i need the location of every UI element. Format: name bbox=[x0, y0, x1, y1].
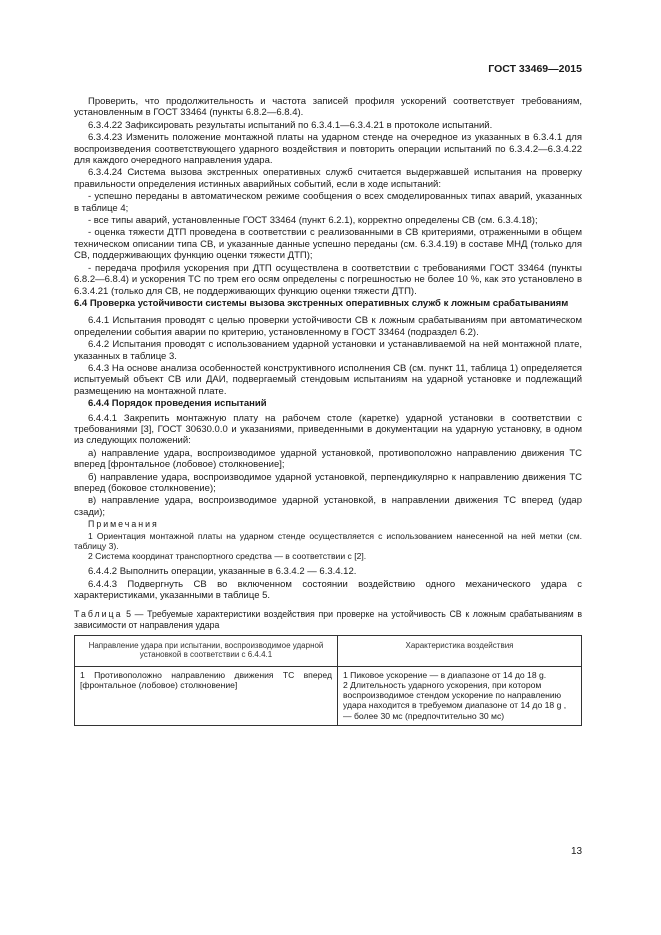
paragraph: Проверить, что продолжительность и частота записей профиля ускорений соответствует требованиям, установленным в ГОСТ 33464 (пункты 6.8.2—6.8.4). bbox=[74, 96, 582, 119]
paragraph: 6.4.3 На основе анализа особенностей конструктивного исполнения СВ (см. пункт 11, таблица 1) определяется испытуемый объект СВ или ДАИ, подвергаемый стендовым испытаниям на ударной установке и подлежащий размещению на монтажной плате. bbox=[74, 362, 582, 397]
table-caption bbox=[74, 609, 582, 630]
table-row bbox=[75, 666, 582, 725]
list-item: - оценка тяжести ДТП проведена в соответствии с реализованными в СВ критериями, отраженными в общем техническом описании типа СВ, и указанные данные успешно переданы (см. 6.3.4.19) в составе МНД (только для СВ, поддерживающих функцию оценки тяжести ДТП); bbox=[74, 227, 582, 262]
list-item: б) направление удара, воспроизводимое ударной установкой, перпендикулярно к направлению движения ТС вперед (боковое столкновение); bbox=[74, 471, 582, 494]
table-cell bbox=[338, 666, 582, 725]
page-number: 13 bbox=[571, 846, 583, 857]
note-item: 1 Ориентация монтажной платы на ударном стенде осуществляется с использованием нанесенной на ней метки (см. таблицу 3). bbox=[74, 530, 582, 551]
subsection-heading: 6.4.4 Порядок проведения испытаний bbox=[88, 398, 267, 410]
paragraph: 6.3.4.24 Система вызова экстренных оперативных служб считается выдержавшей испытания на проверку правильности определения истинных аварийных событий, если в ходе испытаний: bbox=[74, 167, 582, 190]
paragraph: 6.4.1 Испытания проводят с целью проверки устойчивости СВ к ложным срабатываниям при автоматическом определении события аварии по критерию, установленному в ГОСТ 33464 (подраздел 6.2). bbox=[74, 315, 582, 338]
table-caption-label: Таблица bbox=[74, 609, 123, 620]
paragraph: 6.4.4.2 Выполнить операции, указанные в 6.3.4.2 — 6.3.4.12. bbox=[88, 566, 357, 578]
list-item: - все типы аварий, установленные ГОСТ 33464 (пункт 6.2.1), корректно определены СВ (см. 6.3.4.18); bbox=[88, 215, 538, 227]
list-item: - передача профиля ускорения при ДТП осуществлена в соответствии с требованиями ГОСТ 33464 (пункты 6.8.2—6.8.4) и ускорения ТС по трем его осям определены с погрешностью не более 10 %, как это установлено в 6.3.4.21 (только для СВ, не поддерживающих функцию оценки тяжести ДТП). bbox=[74, 262, 582, 297]
paragraph: 6.4.4.3 Подвергнуть СВ во включенном состоянии воздействию одного механического удара с характеристиками, указанными в таблице 5. bbox=[74, 578, 582, 602]
paragraph: 6.3.4.22 Зафиксировать результаты испытаний по 6.3.4.1—6.3.4.21 в протоколе испытаний. bbox=[88, 119, 493, 131]
list-item: в) направление удара, воспроизводимое ударной установкой, в направлении движения ТС вперед (удар сзади); bbox=[74, 495, 582, 518]
table-cell: 1 Противоположно направлению движения ТС вперед [фронтальное (лобовое) столкновение] bbox=[75, 666, 338, 725]
table-header-cell: Характеристика воздействия bbox=[338, 635, 582, 666]
table-header-cell: Направление удара при испытании, воспроизводимое ударной установкой в соответствии с 6.4.4.1 bbox=[75, 635, 338, 666]
paragraph: 6.4.4.1 Закрепить монтажную плату на рабочем столе (каретке) ударной установки в соответствии с требованиями [3], ГОСТ 30630.0.0 и указаниями, приведенными в документации на ударную установку, в одном из следующих положений: bbox=[74, 412, 582, 447]
notes-title: Примечания bbox=[88, 519, 159, 530]
document-id-header: ГОСТ 33469—2015 bbox=[488, 63, 582, 75]
paragraph: 6.4.2 Испытания проводят с использованием ударной установки и устанавливаемой на ней монтажной плате, указанных в таблице 3. bbox=[74, 339, 582, 362]
paragraph: 6.3.4.23 Изменить положение монтажной платы на ударном стенде на очередное из указанных в 6.3.4.1 для воспроизведения соответствующего ударного воздействия и повторить операции испытаний по 6.3.4.2—6.3.4.22 для каждого очередного направления удара. bbox=[74, 132, 582, 167]
note-item: 2 Система координат транспортного средства — в соответствии с [2]. bbox=[88, 551, 367, 562]
characteristics-table bbox=[74, 635, 582, 726]
list-item: - успешно переданы в автоматическом режиме сообщения о всех смоделированных типах аварий, указанных в таблице 4; bbox=[74, 191, 582, 214]
table-cell-line: 1 Пиковое ускорение — в диапазоне от 14 до 18 g. bbox=[343, 669, 547, 680]
page-body bbox=[74, 96, 582, 726]
table-caption-text: 5 — Требуемые характеристики воздействия при проверке на устойчивость СВ к ложным срабатываниям в зависимости от направления удара bbox=[74, 609, 582, 631]
table-cell-line: 2 Длительность ударного ускорения, при котором воспроизводимое стендом ускорение по направлению удара находится в требуемом диапазоне от 14 до 18 g , — более 30 мс (предпочтительно 30 мс) bbox=[343, 680, 567, 721]
list-item: а) направление удара, воспроизводимое ударной установкой, противоположно направлению движения ТС вперед [фронтальное (лобовое) столкновение]; bbox=[74, 447, 582, 471]
section-heading: 6.4 Проверка устойчивости системы вызова экстренных оперативных служб к ложным срабатываниям bbox=[74, 297, 569, 309]
table-header-row bbox=[75, 635, 582, 666]
